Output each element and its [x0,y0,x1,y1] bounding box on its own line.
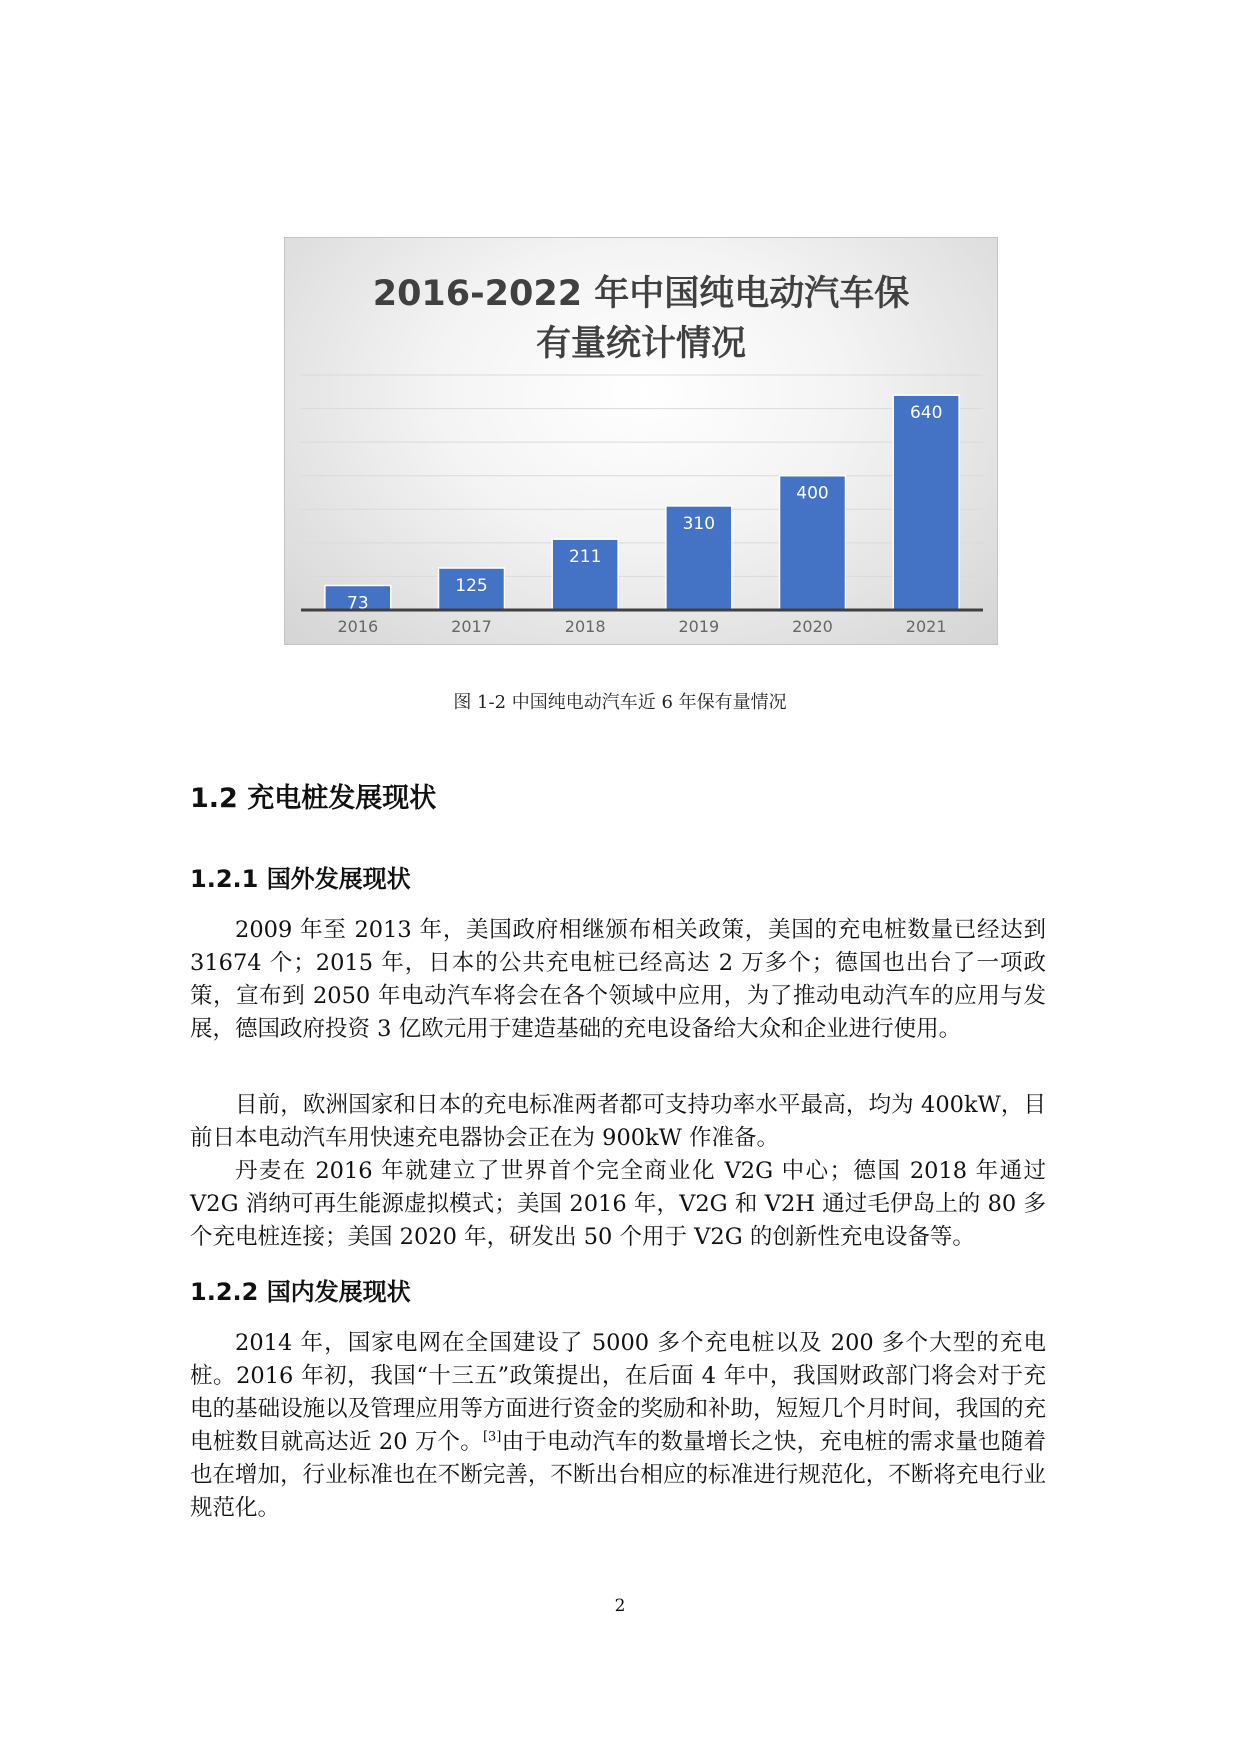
x-tick-label: 2017 [451,617,492,636]
paragraph-v2g: 丹麦在 2016 年就建立了世界首个完全商业化 V2G 中心；德国 2018 年通过 V2G 消纳可再生能源虚拟模式；美国 2016 年，V2G 和 V2H 通过毛伊岛上的 80 多个充电桩连接；美国 2020 年，研发出 50 个用于 V2G 的创新性充电设备等。 [190,1158,1046,1250]
paragraph-foreign-policy: 2009 年至 2013 年，美国政府相继颁布相关政策，美国的充电桩数量已经达到 31674 个；2015 年，日本的公共充电桩已经高达 2 万多个；德国也出台了一项政策，宣布到 2050 年电动汽车将会在各个领域中应用，为了推动电动汽车的应用与发展，德国政府投资 3 亿欧元用于建造基础的充电设备给大众和企业进行使用。 [190,917,1046,1042]
x-tick-label: 2021 [905,617,947,636]
paragraph-domestic-text-1: 2014 年，国家电网在全国建设了 5000 多个充电桩以及 200 多个大型的充电桩。2016 年初，我国“十三五”政策提出，在后面 4 年中，我国财政部门将会对于充电的基础设施以及管理应用等方面进行资金的奖励和补助，短短几个月时间，我国的充电桩数目就高达近 20 万个。 [190,1330,1046,1455]
data-label: 310 [682,513,716,534]
chart-title-line1: 2016-2022 年中国纯电动汽车保 [372,274,910,314]
data-label: 73 [347,593,369,614]
subsection-heading-domestic: 1.2.2 国内发展现状 [190,1278,411,1306]
data-label: 640 [909,403,943,424]
paragraph-domestic-text-2: 由于电动汽车的数量增长之快，充电桩的需求量也随着也在增加，行业标准也在不断完善，不断出台相应的标准进行规范化，不断将充电行业规范化。 [190,1429,1046,1521]
x-tick-label: 2018 [564,617,606,636]
data-label: 400 [796,483,829,504]
figure-caption: 图 1-2 中国纯电动汽车近 6 年保有量情况 [453,692,787,713]
chart-title-line2: 有量统计情况 [535,324,746,364]
chart-figure [284,237,998,645]
subsection-heading-foreign: 1.2.1 国外发展现状 [190,865,411,893]
section-heading: 1.2 充电桩发展现状 [190,783,437,814]
data-label: 125 [455,576,488,597]
citation-reference: [3] [482,1429,502,1445]
x-tick-label: 2019 [678,617,720,636]
bar-chart [285,238,999,646]
data-label: 211 [568,547,602,568]
paragraph-domestic [190,1327,1046,1525]
x-tick-label: 2020 [792,617,833,636]
x-tick-label: 2016 [337,617,379,636]
bar [893,395,959,610]
paragraph-charging-standards: 目前，欧洲国家和日本的充电标准两者都可支持功率水平最高，均为 400kW，目前日本电动汽车用快速充电器协会正在为 900kW 作准备。 [190,1092,1047,1151]
page-number: 2 [614,1596,626,1616]
